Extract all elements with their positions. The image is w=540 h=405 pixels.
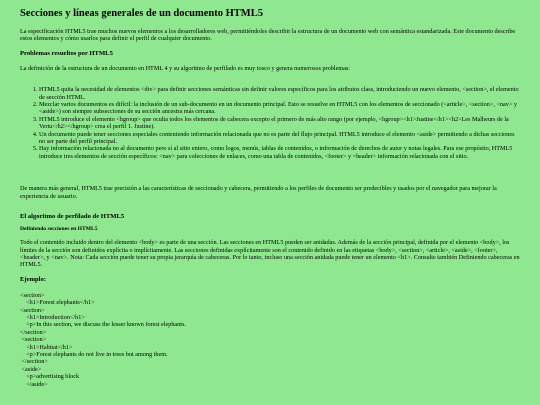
- code-line: </section>: [20, 328, 47, 336]
- list-item: 1. HTML5 quita la necesidad de elementos <div> para definir secciones semánticas sin definir valores específicos para los atributos class, introduciendo un nuevo elemento, <section>, el elemento de sección HTML.: [39, 86, 520, 101]
- code-line: <p>Forest elephants do not live in trees but among them.: [20, 350, 168, 358]
- list-item: 5. Hay información relacionada no al documento pero sí al sitio entero, como logos, menús, tablas de contenidos, o información de derechos de autor y notas legales. Para ese propósito, HTML5 introduce tres elementos de sección específicos: <nav> para colecciones de enlaces, como una tabla de contenidos, <footer> y <header> información relacionada con el sitio.: [39, 145, 520, 160]
- page-title: Secciones y líneas generales de un documento HTML5: [20, 8, 263, 19]
- code-line: <h1>Introduction</h1>: [20, 313, 85, 321]
- code-line: <section>: [20, 306, 45, 314]
- example-heading: Ejemplo:: [20, 275, 47, 283]
- intro-paragraph: La especificación HTML5 trae muchos nuevos elementos a los desarrolladores web, permitiéndoles describir la estructura de un documento web con semántica estandarizada. Este documento describe estos elementos y cómo usarlos para definir el perfil de cualquier documento.: [20, 28, 516, 43]
- defining-sections-heading: Definiendo secciones en HTML5: [20, 226, 98, 233]
- code-line: <p>advertising block: [20, 373, 80, 381]
- list-item: 3. HTML5 introduce el elemento <hgroup> que oculta todos los elementos de cabecera excepto el primero de más alto rango (por ejemplo, <hgroup><h1>Justine</h1><h2>Les Malheurs de la Vertu</h2></hgroup> crea el perfil 1. Justine).: [39, 116, 520, 131]
- code-line: </section>: [20, 358, 48, 366]
- code-line: <section>: [20, 291, 45, 299]
- code-line: <aside>: [20, 365, 42, 373]
- code-line: </aside>: [20, 380, 48, 388]
- problems-list: [20, 86, 520, 160]
- code-line: <section>: [20, 336, 47, 344]
- code-line: <h1>Habitat</h1>: [20, 343, 73, 351]
- code-line: <h1>Forest elephants</h1>: [20, 299, 95, 307]
- list-item: 4. Un documento puede tener secciones especiales conteniendo información relacionada que no es parte del flujo principal. HTML5 introduce el elemento <aside> permitiendo a dichas secciones no ser parte del perfil principal.: [39, 131, 520, 146]
- code-example: [20, 292, 520, 388]
- summary-paragraph: De manera más general, HTML5 trae precisión a las características de seccionado y cabecera, permitiendo a los perfiles de documento ser predecibles y usados por el navegador para mejorar la experiencia de usuario.: [20, 185, 497, 200]
- problems-intro-paragraph: La definición de la estructura de un documento en HTML 4 y su algoritmo de perfilado es muy tosco y genera numerosos problemas:: [20, 64, 351, 72]
- problems-heading: Problemas resueltos por HTML5: [20, 49, 113, 57]
- algorithm-paragraph: Todo el contenido incluido dentro del elemento <body> es parte de una sección. Las secciones en HTML5 pueden ser anidadas. Además de la sección principal, definida por el elemento <body>, los límites de la sección son definidos explícita o implícitamente. Las secciones definidas explícitamente son el contenido definido en las etiquetas <body>, <section>, <article>, <aside>, <footer>, <header>, y <nav>. Nota: Cada sección puede tener su propia jerarquía de cabeceras. Por lo tanto, incluso una sección anidada puede tener un elemento <h1>. Consulte también Definiendo cabeceras en HTML5.: [20, 239, 520, 269]
- code-line: <p>In this section, we discuss the lesser known forest elephants.: [20, 321, 186, 329]
- list-item: 2. Mezclar varios documentos es difícil: la inclusión de un sub-documento en un documento principal. Esto se resuelve en HTML5 con los elementos de seccionado (<article>, <section>, <nav> y <aside>) son siempre subsecciones de su sección ancestra más cercana.: [39, 101, 520, 116]
- algorithm-heading: El algoritmo de perfilado de HTML5: [20, 213, 125, 221]
